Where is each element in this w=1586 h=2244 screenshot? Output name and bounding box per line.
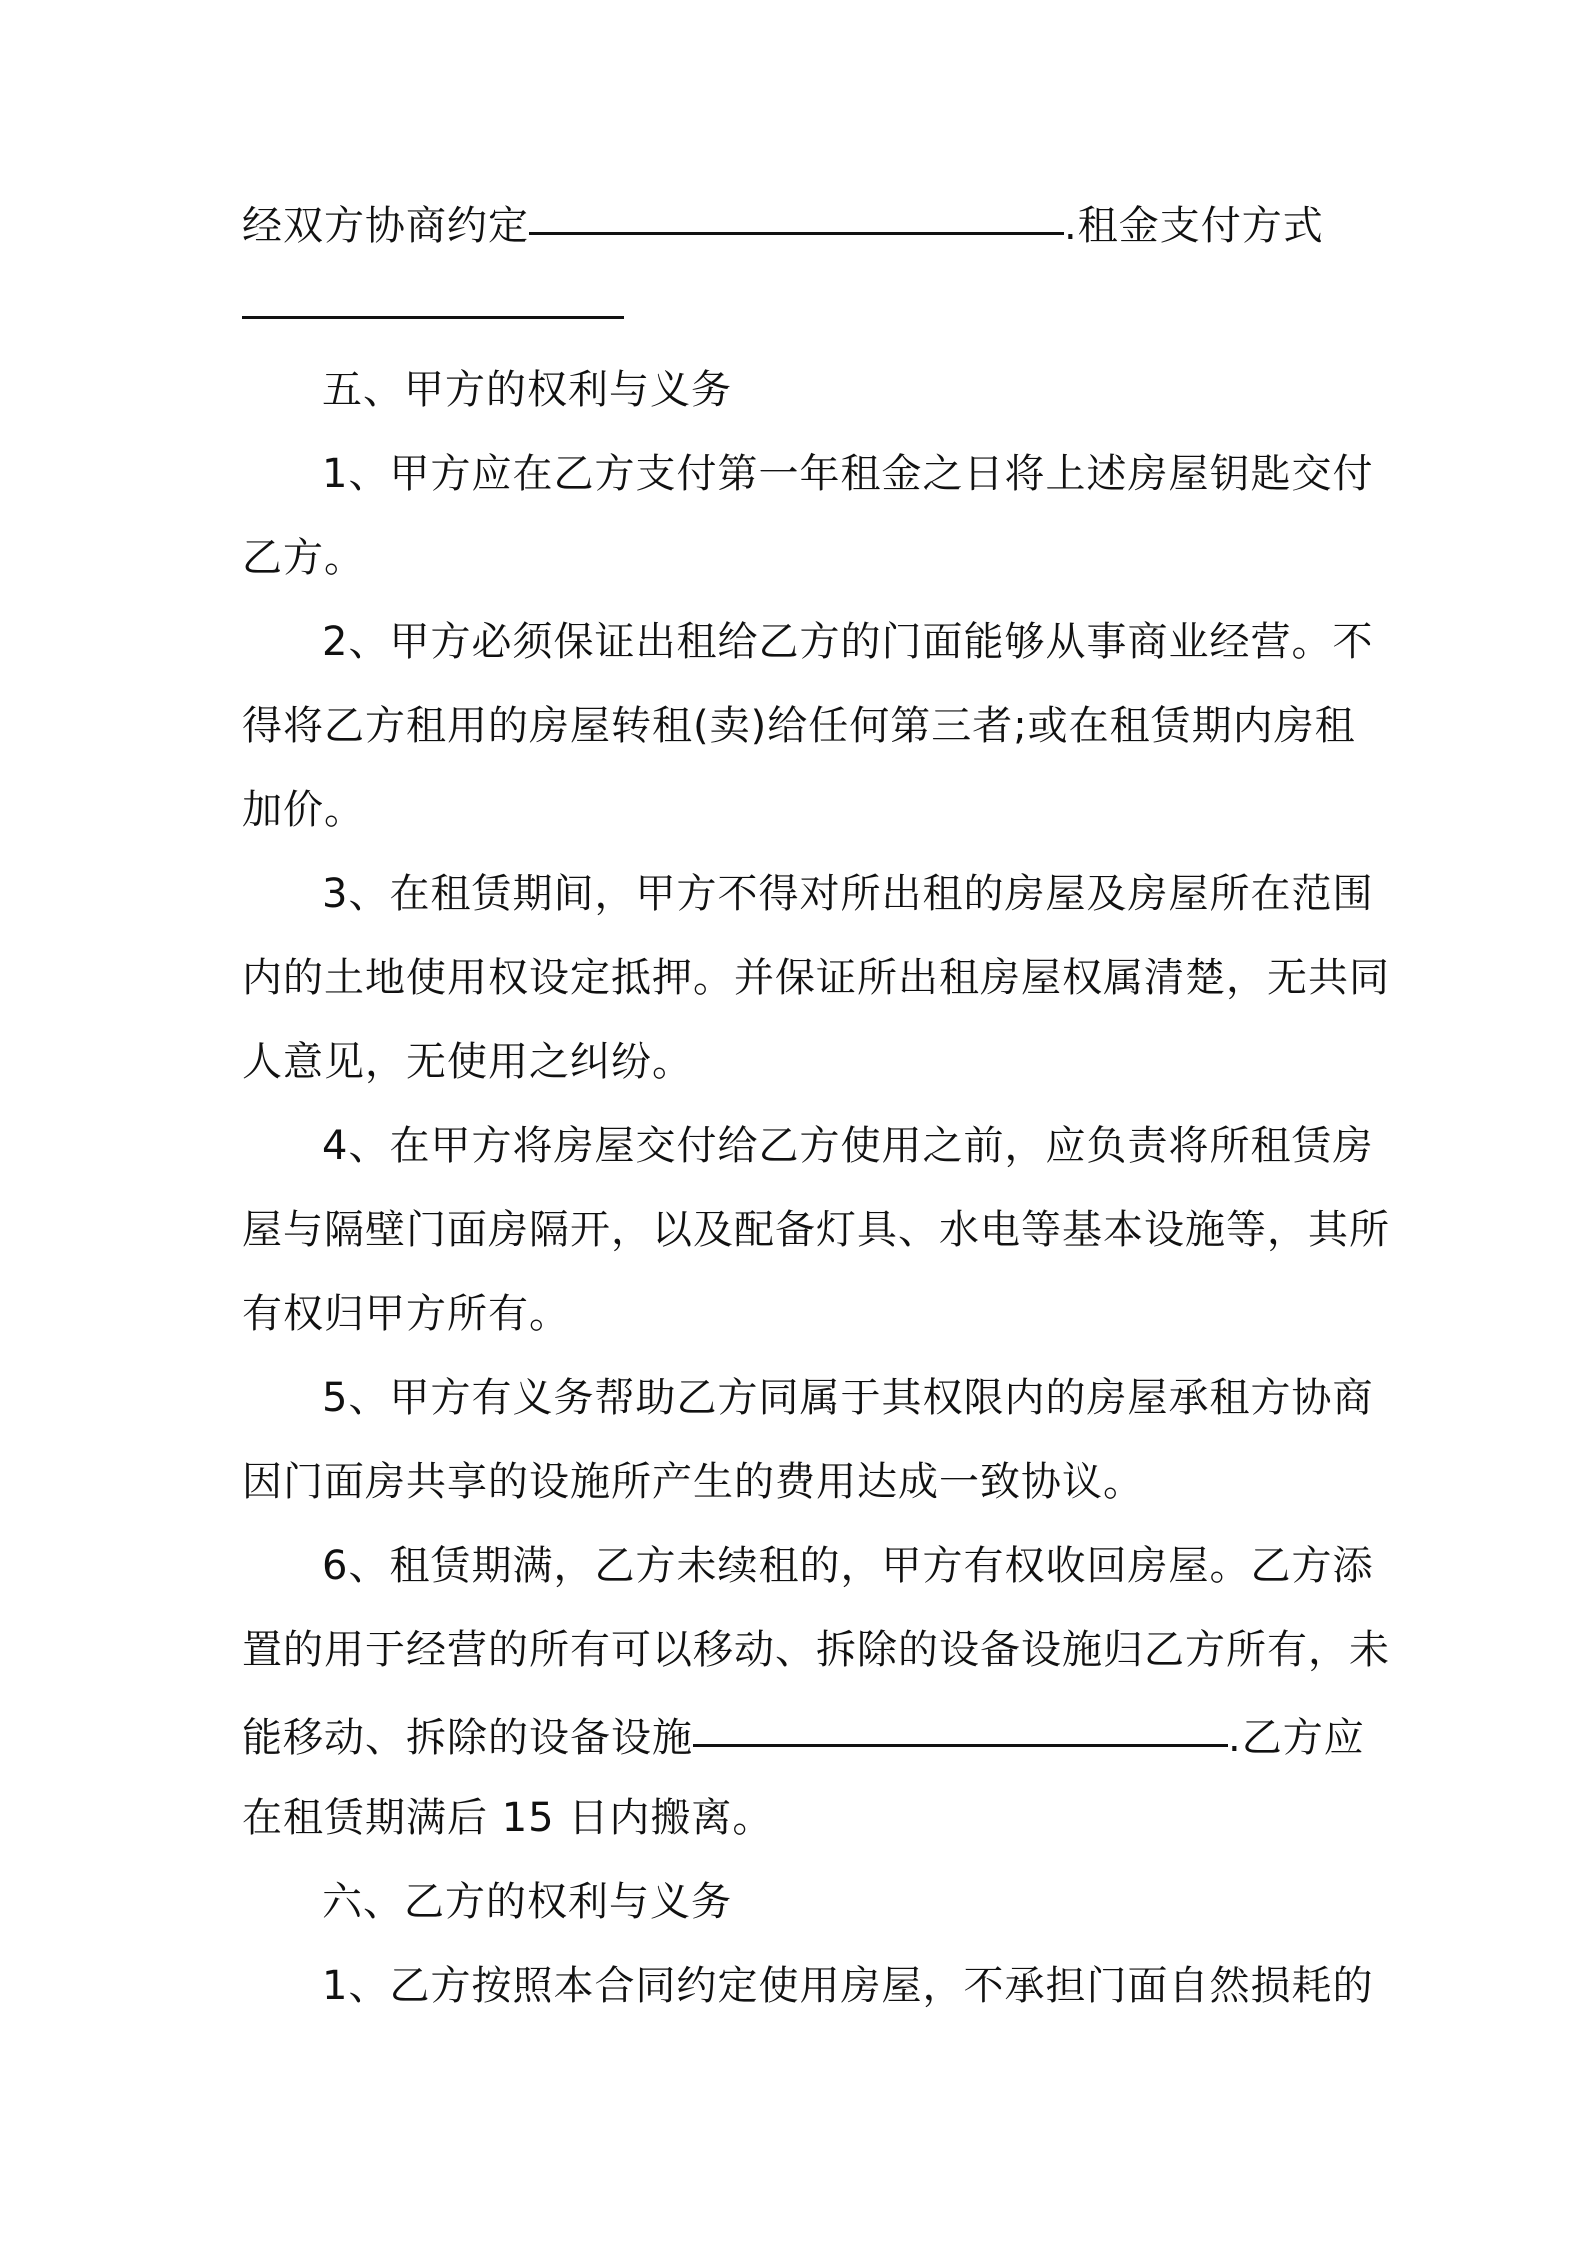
fill-in-blank	[693, 1704, 1228, 1747]
paragraph-line: 6、租赁期满，乙方未续租的，甲方有权收回房屋。乙方添	[322, 1543, 1374, 1589]
paragraph-line: 加价。	[242, 787, 365, 833]
paragraph-line: 1、甲方应在乙方支付第一年租金之日将上述房屋钥匙交付	[322, 451, 1374, 497]
paragraph-line: 5、甲方有义务帮助乙方同属于其权限内的房屋承租方协商	[322, 1375, 1374, 1421]
section-heading: 五、甲方的权利与义务	[322, 367, 732, 413]
intro-line	[242, 192, 1324, 252]
paragraph-line: 得将乙方租用的房屋转租(卖)给任何第三者;或在租赁期内房租	[242, 703, 1356, 749]
paragraph-line: 在租赁期满后 15 日内搬离。	[242, 1795, 774, 1841]
section-heading: 六、乙方的权利与义务	[322, 1879, 732, 1925]
paragraph-line: 因门面房共享的设施所产生的费用达成一致协议。	[242, 1459, 1144, 1505]
paragraph-line: 置的用于经营的所有可以移动、拆除的设备设施归乙方所有，未	[242, 1627, 1390, 1673]
paragraph-line: 4、在甲方将房屋交付给乙方使用之前，应负责将所租赁房	[322, 1123, 1374, 1169]
intro-text: 经双方协商约定	[242, 203, 529, 249]
paragraph-text: 能移动、拆除的设备设施	[242, 1715, 693, 1761]
paragraph-line: 1、乙方按照本合同约定使用房屋，不承担门面自然损耗的	[322, 1963, 1374, 2009]
fill-in-blank	[242, 276, 624, 319]
paragraph-line: 内的土地使用权设定抵押。并保证所出租房屋权属清楚，无共同	[242, 955, 1390, 1001]
blank-line	[242, 276, 624, 336]
paragraph-line: 2、甲方必须保证出租给乙方的门面能够从事商业经营。不	[322, 619, 1374, 665]
paragraph-line: 人意见，无使用之纠纷。	[242, 1039, 693, 1085]
paragraph-text: .乙方应	[1228, 1715, 1365, 1761]
paragraph-line	[242, 1704, 1365, 1764]
intro-text-rent-payment: .租金支付方式	[1064, 203, 1324, 249]
paragraph-line: 3、在租赁期间，甲方不得对所出租的房屋及房屋所在范围	[322, 871, 1374, 917]
fill-in-blank	[529, 192, 1064, 235]
paragraph-line: 有权归甲方所有。	[242, 1291, 570, 1337]
paragraph-line: 屋与隔壁门面房隔开，以及配备灯具、水电等基本设施等，其所	[242, 1207, 1390, 1253]
paragraph-line: 乙方。	[242, 535, 365, 581]
